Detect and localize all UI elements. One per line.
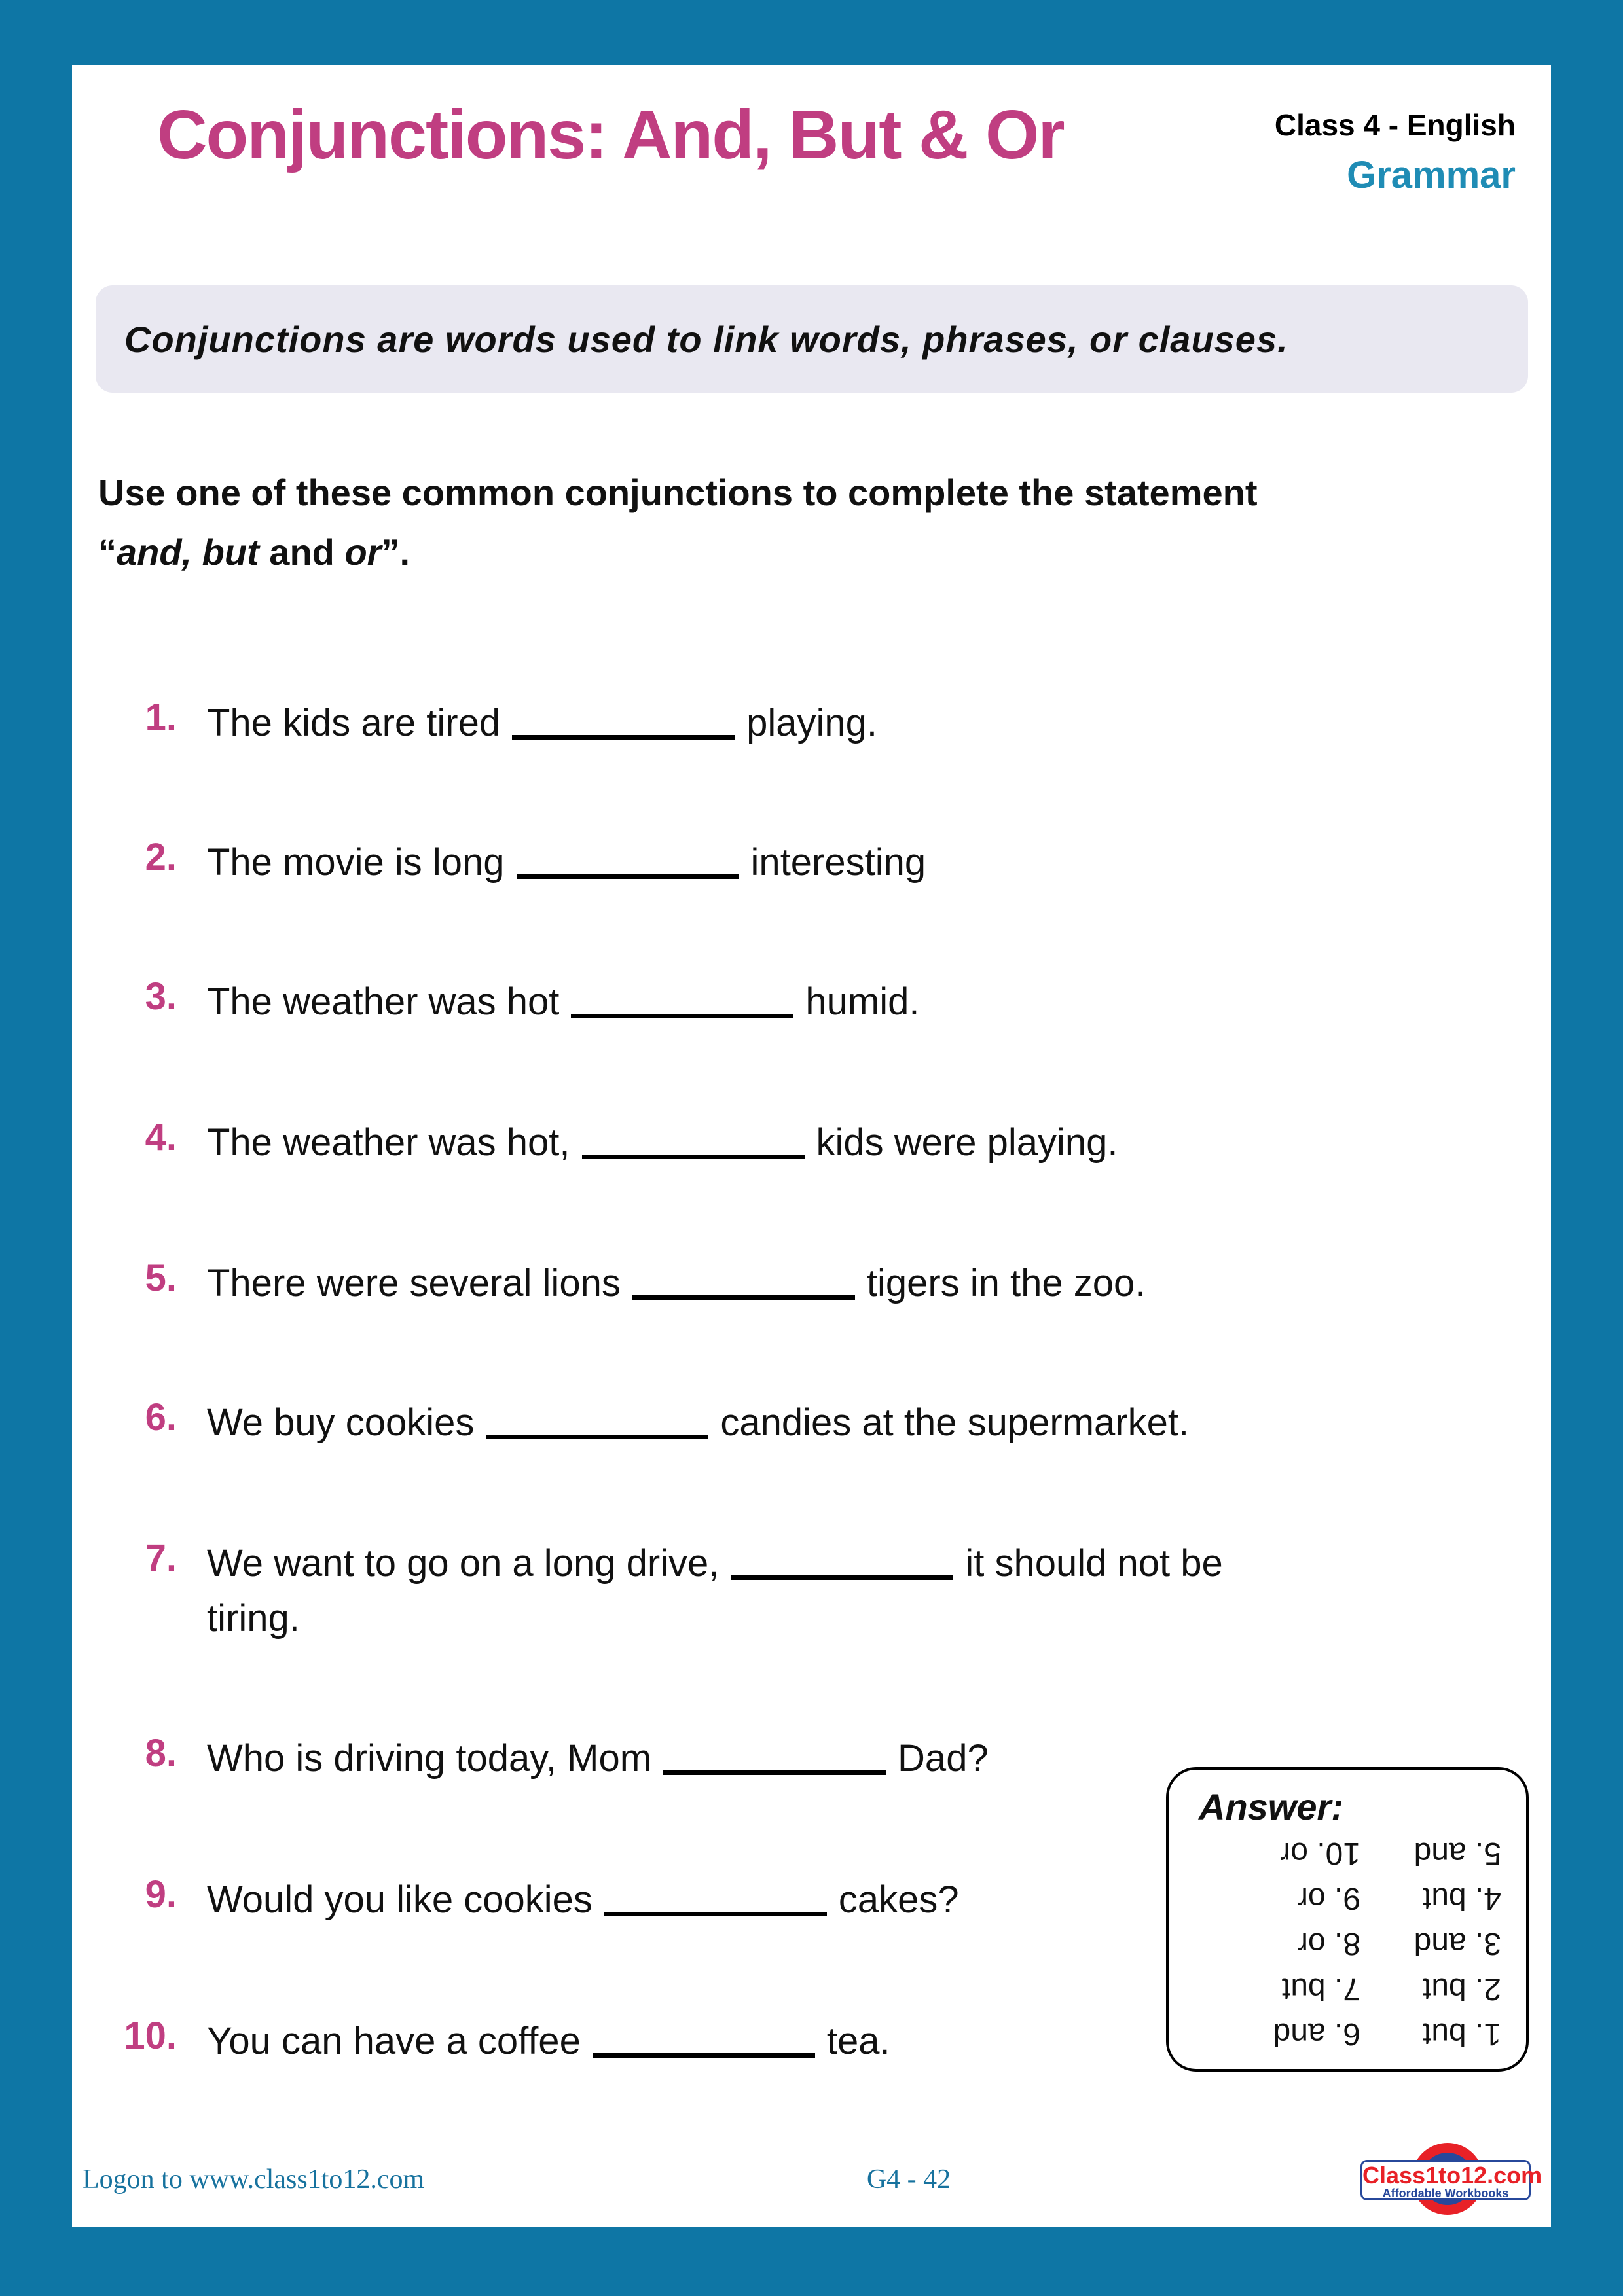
question-text — [207, 2014, 890, 2069]
answer-row — [1194, 1880, 1501, 1916]
question-text-before: Who is driving today, Mom — [207, 1737, 652, 1780]
answer-cell: 4. but — [1422, 1881, 1501, 1916]
question-row — [72, 2014, 890, 2069]
question-text-after: humid. — [805, 980, 920, 1023]
answer-blank[interactable] — [571, 1014, 793, 1018]
answer-row — [1194, 2016, 1501, 2052]
question-number: 2. — [145, 836, 177, 878]
instruction-line1: Use one of these common conjunctions to complete the statement — [98, 472, 1258, 513]
answer-cell: 6. and — [1273, 2017, 1360, 2051]
question-text-after: tigers in the zoo. — [866, 1262, 1146, 1304]
question-row — [72, 1536, 1228, 1646]
question-text-before: The movie is long — [207, 841, 505, 884]
question-row — [72, 1731, 989, 1786]
answer-cell: 3. and — [1413, 1926, 1501, 1961]
instruction-mid: and — [259, 531, 345, 573]
instruction-quote-close: ”. — [381, 531, 410, 573]
answer-cell: 9. or — [1297, 1881, 1360, 1916]
answer-blank[interactable] — [604, 1912, 827, 1916]
definition-text: Conjunctions are words used to link words, phrases, or clauses. — [124, 318, 1288, 360]
question-number: 6. — [145, 1396, 177, 1439]
subject-label: Grammar — [1347, 154, 1516, 196]
question-number: 8. — [145, 1732, 177, 1774]
answer-cell: 7. but — [1281, 1971, 1360, 2006]
question-text — [207, 1395, 1189, 1450]
question-number: 9. — [145, 1873, 177, 1916]
answer-blank[interactable] — [731, 1575, 953, 1580]
question-row — [72, 835, 926, 890]
footer-website-link[interactable]: Logon to www.class1to12.com — [82, 2164, 425, 2195]
question-number: 10. — [124, 2015, 177, 2057]
answer-cell: 2. but — [1422, 1971, 1501, 2006]
instruction-italic-2: or — [344, 531, 382, 573]
question-text-before: The weather was hot — [207, 980, 560, 1023]
question-text-after: playing. — [746, 702, 878, 744]
question-text-after: candies at the supermarket. — [720, 1401, 1190, 1444]
question-text — [207, 975, 920, 1030]
worksheet-sheet — [72, 65, 1551, 2227]
question-row — [72, 1395, 1189, 1450]
question-row — [72, 696, 877, 751]
answer-row — [1194, 1835, 1501, 1871]
question-number: 4. — [145, 1116, 177, 1158]
question-text-before: We buy cookies — [207, 1401, 475, 1444]
answer-cell: 1. but — [1422, 2017, 1501, 2051]
question-text-before: We want to go on a long drive, — [207, 1542, 720, 1585]
question-number: 7. — [145, 1537, 177, 1579]
question-text-before: Would you like cookies — [207, 1878, 593, 1921]
question-text-after: it should not be tiring. — [207, 1542, 1223, 1640]
question-text-before: There were several lions — [207, 1262, 621, 1304]
brand-logo — [1349, 2132, 1545, 2231]
class-label: Class 4 - English — [1274, 108, 1516, 142]
question-number: 1. — [145, 696, 177, 739]
question-row — [72, 1256, 1145, 1311]
question-text-after: cakes? — [838, 1878, 959, 1921]
answer-blank[interactable] — [593, 2053, 815, 2058]
question-text-after: interesting — [750, 841, 926, 884]
question-text — [207, 1731, 989, 1786]
question-number: 5. — [145, 1257, 177, 1299]
answer-label: Answer: — [1199, 1786, 1343, 1827]
instruction-quote-open: “ — [98, 531, 117, 573]
answer-cell: 8. or — [1297, 1926, 1360, 1961]
answer-blank[interactable] — [663, 1770, 886, 1775]
question-text — [207, 1873, 959, 1928]
logo-brand-text: Class1to12.com — [1362, 2162, 1542, 2189]
question-text-before: The kids are tired — [207, 702, 501, 744]
definition-box — [96, 285, 1528, 393]
question-text-after: tea. — [826, 2020, 890, 2062]
question-text — [207, 835, 926, 890]
answer-box — [1166, 1767, 1529, 2072]
question-text-after: Dad? — [898, 1737, 989, 1780]
answer-blank[interactable] — [486, 1435, 708, 1439]
logo-tagline-text: Affordable Workbooks — [1382, 2187, 1509, 2200]
answer-blank[interactable] — [632, 1295, 855, 1300]
question-text — [207, 1256, 1145, 1311]
answer-blank[interactable] — [582, 1155, 805, 1159]
question-text-after: kids were playing. — [816, 1121, 1118, 1164]
answer-blank[interactable] — [517, 874, 739, 879]
answer-row — [1194, 1926, 1501, 1962]
instruction-italic-1: and, but — [117, 531, 259, 573]
logo-plate — [1360, 2160, 1542, 2200]
answer-cell: 10. or — [1280, 1836, 1360, 1871]
question-number: 3. — [145, 975, 177, 1018]
question-text-before: The weather was hot, — [207, 1121, 570, 1164]
header-right — [1275, 107, 1516, 197]
question-row — [72, 1115, 1118, 1170]
question-text — [207, 1536, 1228, 1646]
answer-grid-flipped — [1194, 1835, 1501, 2052]
page-title: Conjunctions: And, But & Or — [157, 96, 1064, 173]
answer-blank[interactable] — [512, 735, 735, 740]
question-text — [207, 696, 877, 751]
question-row — [72, 975, 920, 1030]
instruction — [98, 463, 1532, 582]
question-text — [207, 1115, 1118, 1170]
question-text-before: You can have a coffee — [207, 2020, 581, 2062]
answer-cell: 5. and — [1413, 1836, 1501, 1871]
question-row — [72, 1873, 959, 1928]
footer-page-ref: G4 - 42 — [866, 2164, 951, 2195]
answer-row — [1194, 1971, 1501, 2007]
